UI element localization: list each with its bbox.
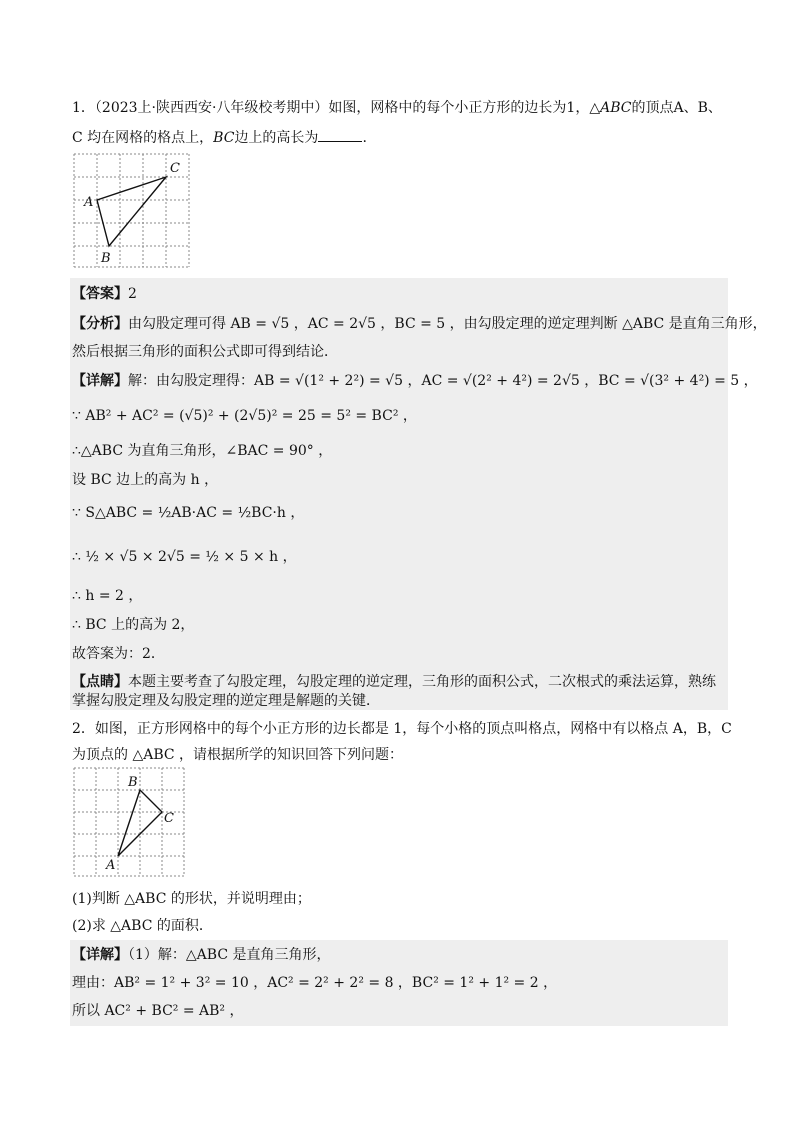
a1-detail-4: 设 BC 边上的高为 h ， <box>72 472 219 488</box>
a1-detail-6: ∴ ½ × √5 × 2√5 = ½ × 5 × h ， <box>72 549 297 565</box>
a2-detail-2: 理由：AB² = 1² + 3² = 10 ，AC² = 2² + 2² = 8 ，BC² = 1² + 1² = 2 ， <box>72 975 558 991</box>
q1-label-a: A <box>84 195 94 210</box>
q2-label-a: A <box>106 858 116 873</box>
a1-point-tag: 【点睛】 <box>72 674 128 690</box>
q1-line2a: C 均在网格的格点上， <box>72 130 214 146</box>
q2-triangle-shape <box>118 790 162 856</box>
q1-prefix: 1．（2023上·陕西西安·八年级校考期中）如图，网格中的每个小正方形的边长为1， <box>72 100 590 116</box>
a1-analysis-text-1: 由勾股定理可得 AB = √5 ，AC = 2√5 ，BC = 5 ，由勾股定理的逆定理判断 △ABC 是直角三角形， <box>128 316 767 332</box>
a1-analysis-2: 然后根据三角形的面积公式即可得到结论． <box>72 344 338 360</box>
q1-line2b: 边上的高长为 <box>234 130 319 146</box>
a1-detail-5: ∵ S△ABC = ½AB·AC = ½BC·h ， <box>72 505 305 521</box>
q1-line2end: . <box>362 130 367 146</box>
a1-point-2: 掌握勾股定理及勾股定理的逆定理是解题的关键． <box>72 693 380 709</box>
a1-answer <box>72 283 732 305</box>
q2-figure <box>74 768 189 880</box>
a1-detail-8: ∴ BC 上的高为 2， <box>72 617 195 633</box>
q2-label-b: B <box>128 775 138 790</box>
q2-line-1: 2．如图，正方形网格中的每个小正方形的边长都是 1，每个小格的顶点叫格点，网格中有以格点 A，B，C <box>72 721 732 737</box>
q1-figure <box>74 154 194 269</box>
a2-detail-3: 所以 AC² + BC² = AB² ， <box>72 1003 244 1019</box>
q1-line-1 <box>72 97 732 119</box>
a1-analysis-tag: 【分析】 <box>72 316 128 332</box>
q2-label-c: C <box>164 811 174 826</box>
q2-sub-2: (2)求 △ABC 的面积． <box>72 918 213 934</box>
a2-detail-text-1: （1）解：△ABC 是直角三角形， <box>128 947 331 963</box>
a1-answer-value: 2 <box>128 286 137 302</box>
q1-triangle: △ABC <box>589 100 632 116</box>
q1-answer-blank <box>318 127 362 142</box>
a1-point-text-1: 本题主要考查了勾股定理，勾股定理的逆定理，三角形的面积公式，二次根式的乘法运算，熟练 <box>128 674 716 690</box>
q1-label-b: B <box>101 251 111 266</box>
a1-detail-3: ∴△ABC 为直角三角形，∠BAC = 90° ， <box>72 443 333 459</box>
a2-detail-tag: 【详解】 <box>72 947 128 963</box>
a1-analysis-1 <box>72 313 767 335</box>
q1-line-2 <box>72 127 732 149</box>
a1-detail-tag: 【详解】 <box>72 373 128 389</box>
a1-detail-2: ∵ AB² + AC² = (√5)² + (2√5)² = 25 = 5² = BC² ， <box>72 408 417 424</box>
q1-mid: 的顶点A、B、 <box>631 100 722 116</box>
a1-detail-7: ∴ h = 2 ， <box>72 588 143 604</box>
q2-line-2: 为顶点的 △ABC ，请根据所学的知识回答下列问题： <box>72 747 404 763</box>
a1-detail-1 <box>72 370 758 392</box>
q2-sub-1: (1)判断 △ABC 的形状，并说明理由； <box>72 891 311 907</box>
a1-detail-text-1: 解：由勾股定理得：AB = √(1² + 2²) = √5 ，AC = √(2² + 4²) = 2√5 ，BC = √(3² + 4²) = 5 ， <box>128 373 758 389</box>
a1-answer-tag: 【答案】 <box>72 286 128 302</box>
a2-detail-1 <box>72 944 732 966</box>
q1-bc: BC <box>213 130 235 146</box>
a1-detail-9: 故答案为：2． <box>72 646 165 662</box>
q1-label-c: C <box>170 161 180 176</box>
q1-triangle-shape <box>97 177 166 246</box>
